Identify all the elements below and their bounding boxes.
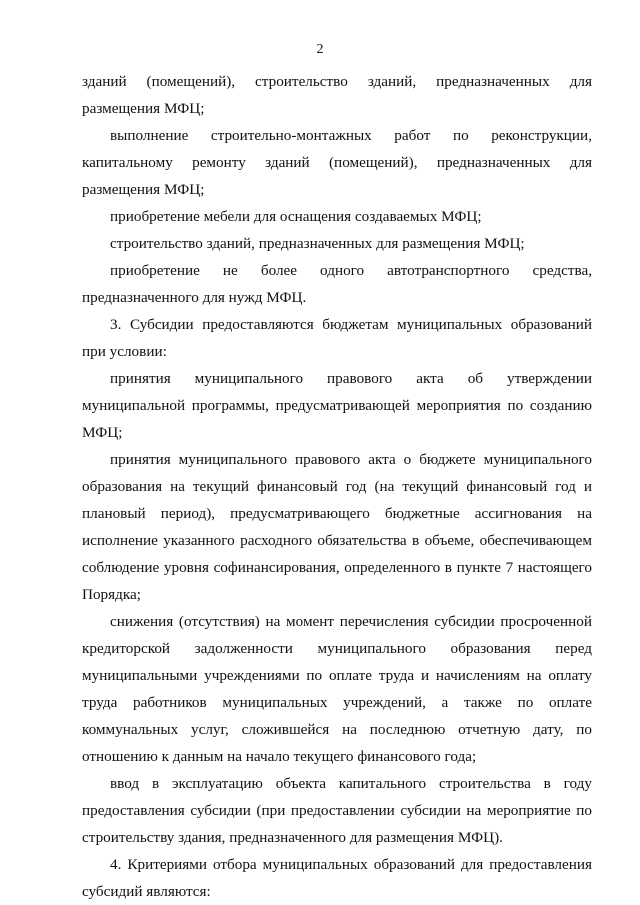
paragraph: снижения (отсутствия) на момент перечисления субсидии просроченной кредиторской задолженности муниципального образования перед муниципальными учреждениями по оплате труда и начислениям на оплату труда работников муниципальных учреждений, а также по оплате коммунальных услуг, сложившейся на последнюю отчетную дату, по отношению к данным на начало текущего финансового года; xyxy=(82,613,592,765)
paragraph: 4. Критериями отбора муниципальных образований для предоставления субсидий являются: xyxy=(82,856,592,900)
paragraph: 3. Субсидии предоставляются бюджетам муниципальных образований при условии: xyxy=(82,316,592,360)
paragraph: зданий (помещений), строительство зданий, предназначенных для размещения МФЦ; xyxy=(82,73,592,117)
paragraph: приобретение не более одного автотранспортного средства, предназначенного для нужд МФЦ. xyxy=(82,262,592,306)
paragraph: ввод в эксплуатацию объекта капитального строительства в году предоставления субсидии (при предоставлении субсидии на мероприятие по строительству здания, предназначенного для размещения МФЦ). xyxy=(82,775,592,846)
paragraph: принятия муниципального правового акта о бюджете муниципального образования на текущий финансовый год (на текущий финансовый год и плановый период), предусматривающего бюджетные ассигнования на исполнение указанного расходного обязательства в объеме, обеспечивающем соблюдение уровня софинансирования, определенного в пункте 7 настоящего Порядка; xyxy=(82,451,592,603)
paragraph: выполнение строительно-монтажных работ по реконструкции, капитальному ремонту зданий (помещений), предназначенных для размещения МФЦ; xyxy=(82,127,592,198)
document-body xyxy=(82,68,592,905)
paragraph: строительство зданий, предназначенных для размещения МФЦ; xyxy=(110,235,525,252)
paragraph: приобретение мебели для оснащения создаваемых МФЦ; xyxy=(110,208,482,225)
page-number: 2 xyxy=(316,42,324,57)
paragraph: принятия муниципального правового акта об утверждении муниципальной программы, предусматривающей мероприятия по созданию МФЦ; xyxy=(82,370,592,441)
